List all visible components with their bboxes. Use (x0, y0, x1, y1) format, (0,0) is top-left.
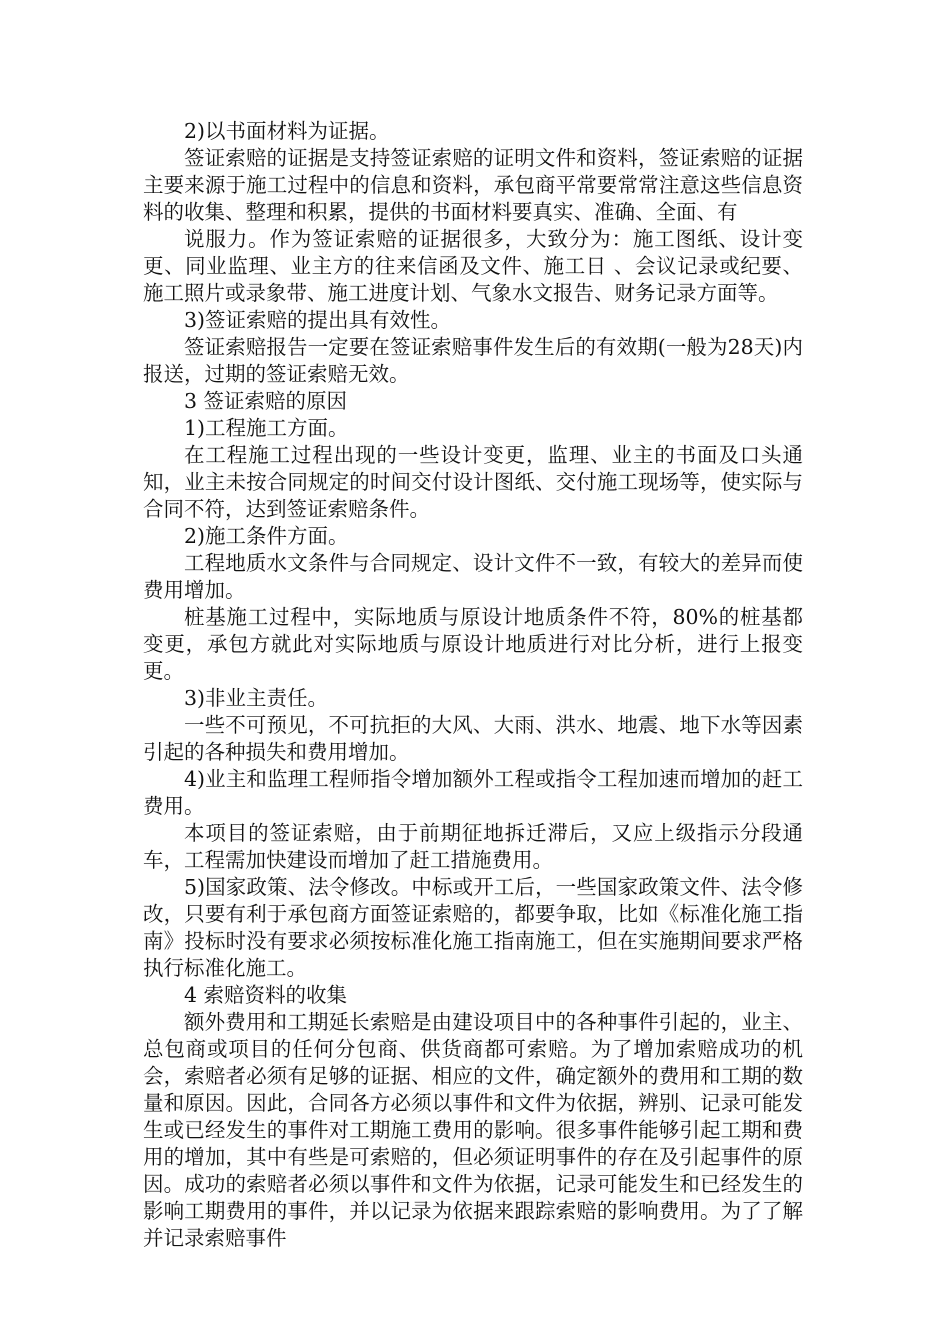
paragraph-site-conditions-heading: 2)施工条件方面。 (184, 524, 349, 548)
paragraph-policy-changes: 5)国家政策、法令修改。中标或开工后，一些国家政策文件、法令修改，只要有利于承包商方面签证索赔的，都要争取，比如《标准化施工指南》投标时没有要求必须按标准化施工指南施工，但在实施期间要求严格执行标准化施工。 (143, 875, 803, 980)
paragraph-written-evidence-heading: 2)以书面材料为证据。 (184, 119, 390, 143)
paragraph-construction-aspect: 在工程施工过程出现的一些设计变更，监理、业主的书面及口头通知，业主未按合同规定的时间交付设计图纸、交付施工现场等，使实际与合同不符，达到签证索赔条件。 (143, 443, 803, 521)
paragraph-acceleration-costs: 本项目的签证索赔，由于前期征地拆迁滞后，又应上级指示分段通车，工程需加快建设而增加了赶工措施费用。 (143, 821, 803, 872)
paragraph-construction-aspect-heading: 1)工程施工方面。 (184, 416, 349, 440)
paragraph-validity-heading: 3)签证索赔的提出具有效性。 (184, 308, 452, 332)
paragraph-non-owner-liability-heading: 3)非业主责任。 (184, 686, 329, 710)
paragraph-validity-period: 签证索赔报告一定要在签证索赔事件发生后的有效期(一般为28天)内报送，过期的签证索赔无效。 (143, 335, 803, 386)
document-body (143, 118, 803, 1252)
paragraph-owner-instruction-heading: 4)业主和监理工程师指令增加额外工程或指令工程加速而增加的赶工费用。 (143, 767, 803, 818)
paragraph-claim-documents: 额外费用和工期延长索赔是由建设项目中的各种事件引起的，业主、总包商或项目的任何分包商、供货商都可索赔。为了增加索赔成功的机会，索赔者必须有足够的证据、相应的文件，确定额外的费用和工期的数量和原因。因此，合同各方必须以事件和文件为依据，辨别、记录可能发生或已经发生的事件对工期施工费用的影响。很多事件能够引起工期和费用的增加，其中有些是可索赔的，但必须证明事件的存在及引起事件的原因。成功的索赔者必须以事件和文件为依据，记录可能发生和已经发生的影响工期费用的事件，并以记录为依据来跟踪索赔的影响费用。为了了解并记录索赔事件 (143, 1010, 803, 1250)
paragraph-geology-difference: 工程地质水文条件与合同规定、设计文件不一致，有较大的差异而使费用增加。 (143, 551, 803, 602)
paragraph-evidence-types: 说服力。作为签证索赔的证据很多，大致分为：施工图纸、设计变更、同业监理、业主方的往来信函及文件、施工日 、会议记录或纪要、施工照片或录象带、施工进度计划、气象水文报告、财务记录方面等。 (143, 227, 803, 305)
paragraph-pile-foundation: 桩基施工过程中，实际地质与原设计地质条件不符，80%的桩基都变更，承包方就此对实际地质与原设计地质进行对比分析，进行上报变更。 (143, 605, 803, 683)
section-heading-claim-documents: 4 索赔资料的收集 (184, 983, 348, 1007)
paragraph-evidence-sources: 签证索赔的证据是支持签证索赔的证明文件和资料，签证索赔的证据主要来源于施工过程中的信息和资料，承包商平常要常常注意这些信息资料的收集、整理和积累，提供的书面材料要真实、准确、全面、有 (143, 146, 803, 224)
section-heading-claim-causes: 3 签证索赔的原因 (184, 389, 348, 413)
paragraph-force-majeure: 一些不可预见，不可抗拒的大风、大雨、洪水、地震、地下水等因素引起的各种损失和费用增加。 (143, 713, 803, 764)
